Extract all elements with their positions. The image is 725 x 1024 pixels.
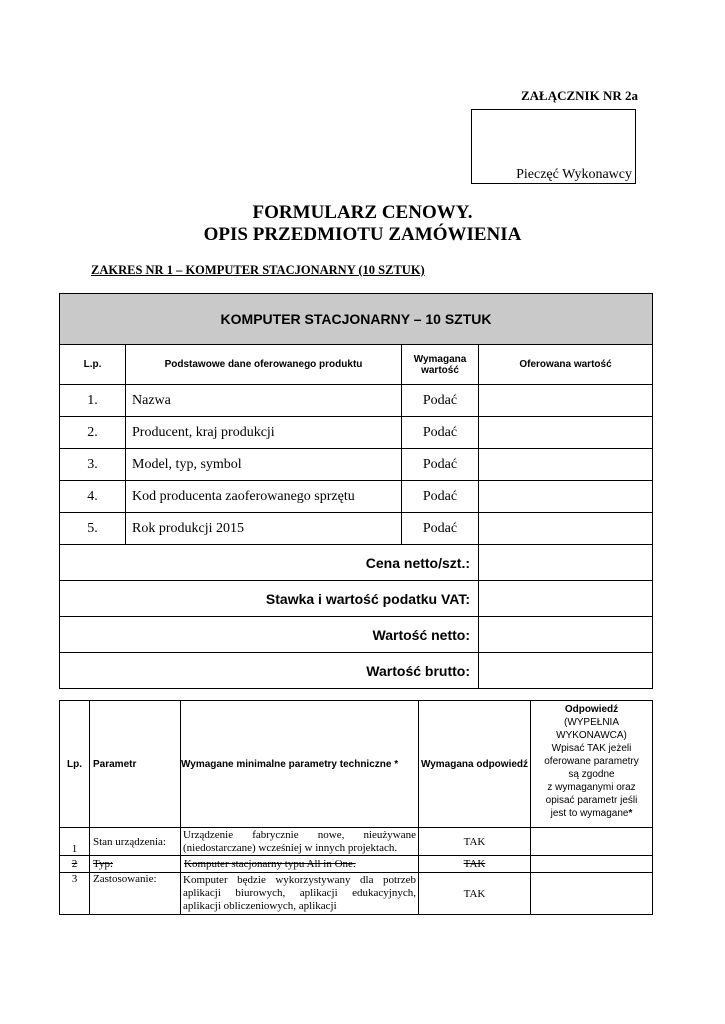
row-description: Komputer stacjonarny typu All in One. bbox=[181, 856, 419, 873]
offered-value-cell[interactable] bbox=[479, 417, 653, 449]
net-unit-price-value[interactable] bbox=[479, 545, 653, 581]
row-parameter: Typ: bbox=[90, 856, 181, 873]
net-unit-price-label: Cena netto/szt.: bbox=[60, 545, 479, 581]
table-row bbox=[60, 513, 653, 545]
net-value-label: Wartość netto: bbox=[60, 617, 479, 653]
answer-instruction-7: opisać parametr jeśli bbox=[545, 795, 638, 806]
answer-instruction-5: są zgodne bbox=[568, 769, 615, 780]
page-title: FORMULARZ CENOWY. bbox=[252, 202, 473, 223]
table-row bbox=[60, 481, 653, 513]
column-header-required-value: Wymagana wartość bbox=[402, 345, 479, 385]
row-label: Nazwa bbox=[126, 385, 402, 417]
row-required-answer: TAK bbox=[419, 828, 531, 856]
annex-label: ZAŁĄCZNIK NR 2a bbox=[520, 88, 638, 103]
column-header-min-params: Wymagane minimalne parametry techniczne * bbox=[181, 701, 419, 828]
column-header-parameter: Parametr bbox=[90, 701, 181, 828]
row-required: Podać bbox=[402, 449, 479, 481]
row-label: Rok produkcji 2015 bbox=[126, 513, 402, 545]
row-parameter: Zastosowanie: bbox=[90, 873, 181, 915]
table-row bbox=[60, 856, 653, 873]
net-value-value[interactable] bbox=[479, 617, 653, 653]
row-description: Komputer będzie wykorzystywany dla potrzeb aplikacji biurowych, aplikacji edukacyjnych, aplikacji obliczeniowych, aplikacji bbox=[181, 873, 419, 915]
column-header-offered-value: Oferowana wartość bbox=[479, 345, 653, 385]
row-label: Kod producenta zaoferowanego sprzętu bbox=[126, 481, 402, 513]
answer-title: Odpowiedź bbox=[564, 704, 619, 715]
row-description: Urządzenie fabrycznie nowe, nieużywane (niedostarczane) wcześniej w innych projektach. bbox=[181, 828, 419, 856]
row-required: Podać bbox=[402, 417, 479, 449]
offered-value-cell[interactable] bbox=[479, 385, 653, 417]
row-number: 3. bbox=[60, 449, 126, 481]
answer-instruction-2: WYKONAWCA) bbox=[556, 730, 627, 741]
row-required-answer: TAK bbox=[419, 856, 531, 873]
row-number: 4. bbox=[60, 481, 126, 513]
table-row bbox=[60, 449, 653, 481]
gross-value-value[interactable] bbox=[479, 653, 653, 689]
table-row bbox=[60, 873, 653, 915]
row-number: 1. bbox=[60, 385, 126, 417]
table-row bbox=[60, 828, 653, 856]
row-number: 2 bbox=[60, 856, 90, 873]
offered-value-cell[interactable] bbox=[479, 449, 653, 481]
page-subtitle: OPIS PRZEDMIOTU ZAMÓWIENIA bbox=[203, 224, 522, 245]
row-number: 2. bbox=[60, 417, 126, 449]
answer-cell[interactable] bbox=[531, 856, 653, 873]
column-header-lp: Lp. bbox=[60, 701, 90, 828]
answer-instruction-6: z wymaganymi oraz bbox=[547, 782, 636, 793]
contractor-stamp-box bbox=[471, 109, 636, 184]
column-header-basic-data: Podstawowe dane oferowanego produktu bbox=[126, 345, 402, 385]
row-required-answer: TAK bbox=[419, 873, 531, 915]
answer-star: * bbox=[628, 808, 633, 819]
row-label: Model, typ, symbol bbox=[126, 449, 402, 481]
row-required: Podać bbox=[402, 481, 479, 513]
spec-table bbox=[59, 700, 653, 915]
row-number: 5. bbox=[60, 513, 126, 545]
column-header-answer bbox=[531, 701, 653, 828]
gross-value-label: Wartość brutto: bbox=[60, 653, 479, 689]
row-number: 1 bbox=[60, 828, 90, 856]
stamp-label: Pieczęć Wykonawcy bbox=[516, 167, 632, 182]
row-number: 3 bbox=[60, 873, 90, 915]
row-required: Podać bbox=[402, 513, 479, 545]
row-parameter: Stan urządzenia: bbox=[90, 828, 181, 856]
vat-value[interactable] bbox=[479, 581, 653, 617]
table-row bbox=[60, 385, 653, 417]
price-table-header: KOMPUTER STACJONARNY – 10 SZTUK bbox=[60, 294, 653, 345]
table-row bbox=[60, 417, 653, 449]
row-label: Producent, kraj produkcji bbox=[126, 417, 402, 449]
answer-instruction-8: jest to wymagane bbox=[550, 808, 629, 819]
answer-instruction-3: Wpisać TAK jeżeli bbox=[551, 743, 632, 754]
vat-label: Stawka i wartość podatku VAT: bbox=[60, 581, 479, 617]
answer-cell[interactable] bbox=[531, 873, 653, 915]
scope-heading: ZAKRES NR 1 – KOMPUTER STACJONARNY (10 SZTUK) bbox=[91, 263, 425, 277]
offered-value-cell[interactable] bbox=[479, 481, 653, 513]
price-table bbox=[59, 293, 653, 689]
answer-instruction-4: oferowane parametry bbox=[544, 756, 639, 767]
row-required: Podać bbox=[402, 385, 479, 417]
answer-instruction-1: (WYPEŁNIA bbox=[563, 717, 619, 728]
offered-value-cell[interactable] bbox=[479, 513, 653, 545]
answer-cell[interactable] bbox=[531, 828, 653, 856]
column-header-required-answer: Wymagana odpowiedź bbox=[419, 701, 531, 828]
column-header-lp: L.p. bbox=[60, 345, 126, 385]
